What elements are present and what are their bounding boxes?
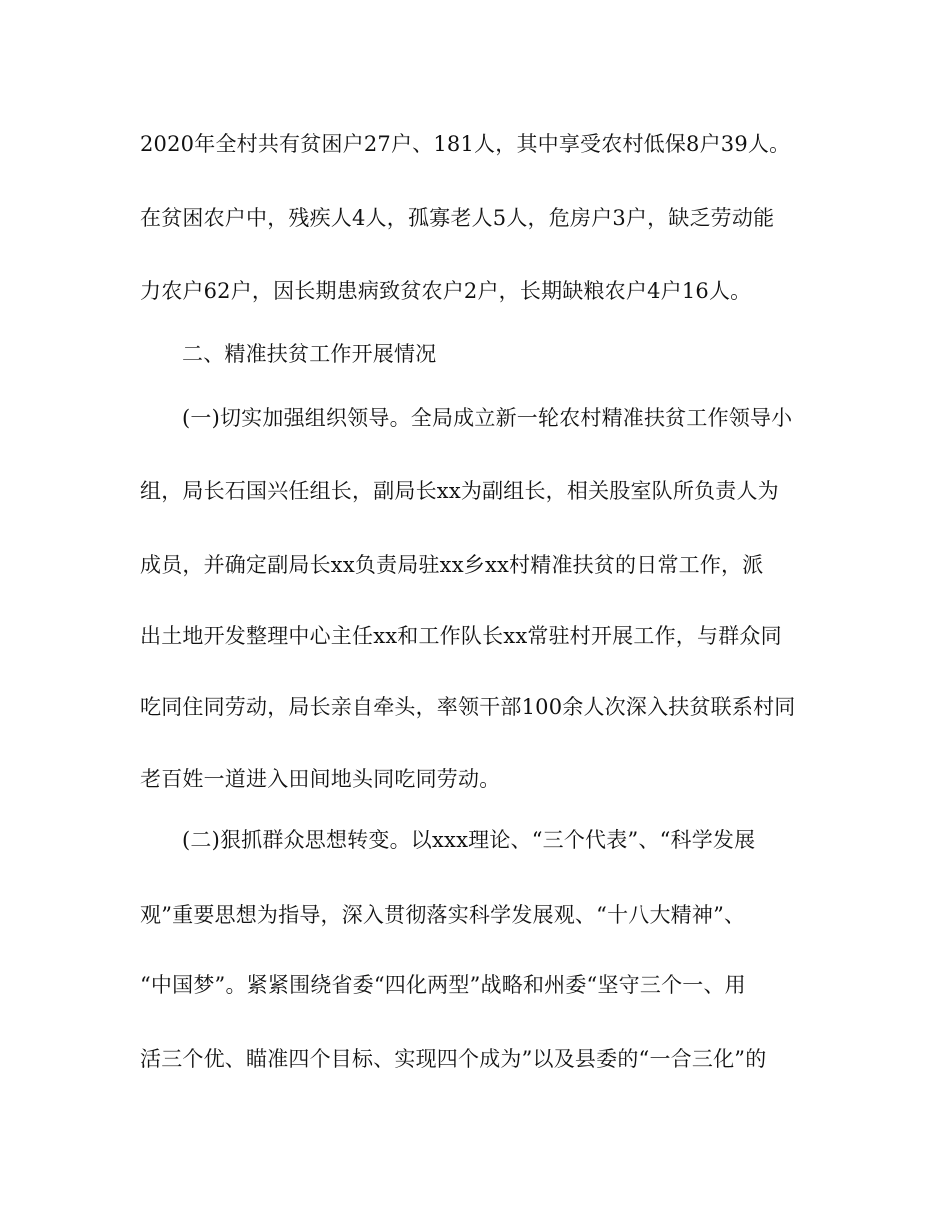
paragraph-line: 观”重要思想为指导，深入贯彻落实科学发展观、“十八大精神”、: [140, 903, 746, 927]
paragraph-line: (一)切实加强组织领导。全局成立新一轮农村精准扶贫工作领导小: [182, 406, 793, 430]
paragraph-line: 活三个优、瞄准四个目标、实现四个成为”以及县委的“一合三化”的: [140, 1047, 767, 1071]
paragraph-line: “中国梦”。紧紧围绕省委“四化两型”战略和州委“坚守三个一、用: [140, 973, 746, 997]
paragraph-line: 老百姓一道进入田间地头同吃同劳动。: [140, 767, 501, 791]
paragraph-line: 成员，并确定副局长xx负责局驻xx乡xx村精准扶贫的日常工作，派: [140, 553, 764, 577]
paragraph-line: (二)狠抓群众思想转变。以xxx理论、“三个代表”、“科学发展: [182, 828, 756, 852]
paragraph-line: 2020年全村共有贫困户27户、181人，其中享受农村低保8户39人。: [140, 132, 791, 156]
paragraph-line: 在贫困农户中，残疾人4人，孤寡老人5人，危房户3户，缺乏劳动能: [140, 206, 775, 230]
paragraph-line: 力农户62户，因长期患病致贫农户2户，长期缺粮农户4户16人。: [140, 279, 752, 303]
section-heading: 二、精准扶贫工作开展情况: [182, 342, 437, 366]
paragraph-line: 吃同住同劳动，局长亲自牵头，率领干部100余人次深入扶贫联系村同: [140, 695, 796, 719]
paragraph-line: 出土地开发整理中心主任xx和工作队长xx常驻村开展工作，与群众同: [140, 624, 782, 648]
paragraph-line: 组，局长石国兴任组长，副局长xx为副组长，相关股室队所负责人为: [140, 479, 779, 503]
